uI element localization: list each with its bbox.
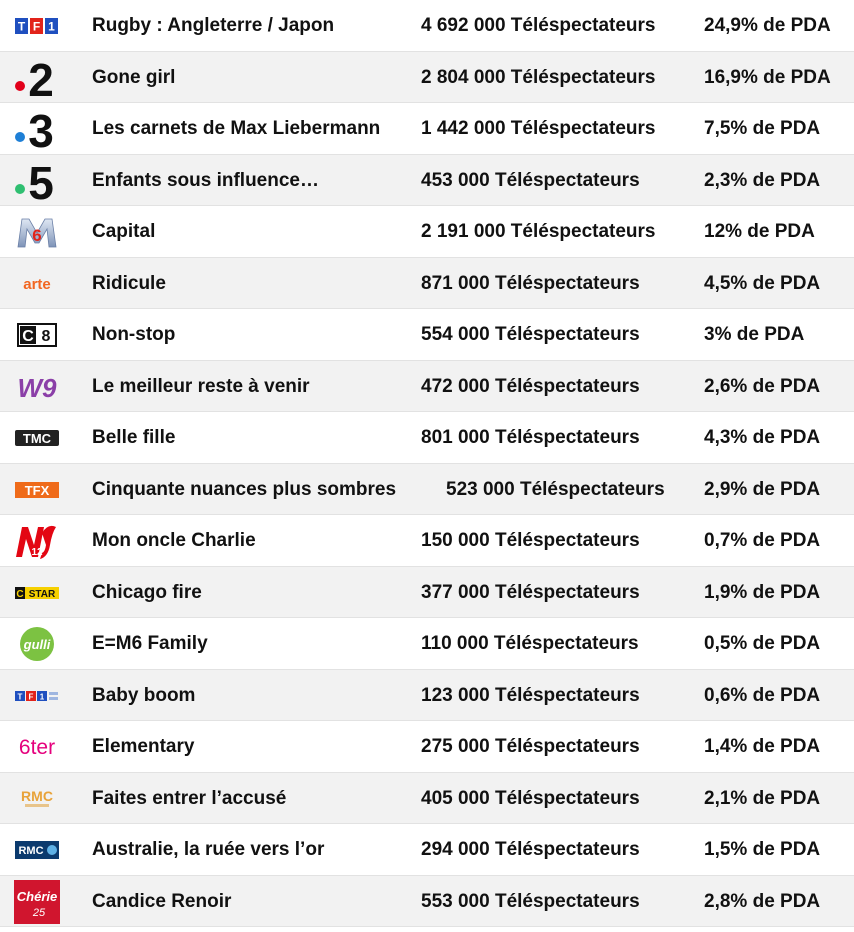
svg-text:25: 25 [32, 906, 46, 919]
program-title: Mon oncle Charlie [92, 530, 256, 551]
table-row [0, 670, 854, 722]
svg-text:STAR: STAR [28, 588, 56, 600]
audience-share: 1,9% de PDA [704, 581, 821, 603]
w9-logo-icon [10, 367, 64, 407]
audience-share: 7,5% de PDA [704, 118, 821, 139]
svg-text:1: 1 [48, 19, 55, 34]
viewers-count: 801 000 Téléspectateurs [421, 427, 640, 448]
gulli-logo-icon [10, 624, 64, 664]
program-title: Capital [92, 221, 156, 242]
table-row [0, 721, 854, 773]
table-row [0, 515, 854, 567]
viewers-count: 453 000 Téléspectateurs [421, 169, 640, 191]
table-row [0, 773, 854, 825]
program-title: Rugby : Angleterre / Japon [92, 15, 335, 36]
svg-text:TMC: TMC [22, 431, 52, 446]
program-title: Enfants sous influence… [92, 169, 319, 191]
table-row [0, 155, 854, 207]
france2-logo-icon [10, 55, 64, 100]
france3-logo-icon [10, 109, 64, 149]
table-row [0, 361, 854, 413]
audience-share: 2,8% de PDA [704, 890, 821, 912]
svg-text:6ter: 6ter [18, 736, 56, 759]
table-row [0, 258, 854, 310]
program-title: Elementary [92, 736, 195, 757]
viewers-count: 110 000 Téléspectateurs [421, 633, 639, 654]
program-title: Ridicule [92, 272, 166, 294]
svg-text:arte: arte [23, 275, 51, 293]
audience-share: 4,3% de PDA [704, 427, 821, 448]
audience-share: 24,9% de PDA [704, 15, 831, 36]
svg-text:2: 2 [28, 55, 54, 100]
svg-text:6: 6 [32, 226, 42, 245]
viewers-count: 554 000 Téléspectateurs [421, 324, 640, 345]
viewers-count: 1 442 000 Téléspectateurs [421, 118, 656, 139]
svg-text:gulli: gulli [23, 637, 51, 652]
svg-text:12: 12 [31, 547, 43, 558]
table-row [0, 876, 854, 928]
svg-text:C: C [16, 588, 24, 600]
tfx-logo-icon [10, 470, 64, 510]
svg-text:F: F [28, 692, 34, 701]
tf1-series-films-logo-icon [10, 676, 64, 716]
rmc-story-logo-icon [10, 779, 64, 819]
audience-share: 12% de PDA [704, 221, 815, 242]
viewers-count: 150 000 Téléspectateurs [421, 530, 640, 551]
rmc-decouverte-logo-icon [10, 830, 64, 870]
program-title: Baby boom [92, 684, 196, 706]
svg-text:5: 5 [28, 158, 54, 203]
table-row [0, 412, 854, 464]
viewers-count: 553 000 Téléspectateurs [421, 890, 640, 912]
6ter-logo-icon [10, 727, 64, 767]
cstar-logo-icon [10, 573, 64, 613]
program-title: Belle fille [92, 427, 176, 448]
svg-text:T: T [17, 19, 26, 34]
svg-text:1: 1 [39, 692, 45, 701]
svg-text:F: F [32, 19, 41, 34]
program-title: Cinquante nuances plus sombres [92, 478, 397, 500]
program-title: Non-stop [92, 324, 176, 345]
viewers-count: 275 000 Téléspectateurs [421, 736, 640, 757]
audience-share: 0,5% de PDA [704, 633, 821, 654]
tmc-logo-icon [10, 418, 64, 458]
table-row [0, 618, 854, 670]
audience-share: 0,7% de PDA [704, 530, 821, 551]
program-title: E=M6 Family [92, 633, 208, 654]
viewers-count: 523 000 Téléspectateurs [446, 478, 665, 500]
svg-text:W9: W9 [17, 372, 57, 402]
table-row [0, 309, 854, 361]
arte-logo-icon [10, 264, 64, 304]
svg-text:C: C [22, 328, 34, 345]
audience-share: 2,1% de PDA [704, 787, 821, 809]
table-row [0, 52, 854, 104]
france5-logo-icon [10, 158, 64, 203]
table-row [0, 464, 854, 516]
program-title: Chicago fire [92, 581, 202, 603]
program-title: Le meilleur reste à venir [92, 375, 310, 397]
viewers-count: 123 000 Téléspectateurs [421, 684, 640, 706]
audience-share: 16,9% de PDA [704, 66, 831, 88]
viewers-count: 377 000 Téléspectateurs [421, 581, 640, 603]
viewers-count: 2 804 000 Téléspectateurs [421, 66, 656, 88]
program-title: Gone girl [92, 66, 176, 88]
svg-text:Chérie: Chérie [16, 888, 58, 904]
viewers-count: 294 000 Téléspectateurs [421, 839, 640, 860]
svg-text:RMC: RMC [21, 787, 53, 804]
viewers-count: 2 191 000 Téléspectateurs [421, 221, 656, 242]
svg-text:TFX: TFX [24, 482, 50, 498]
table-row [0, 567, 854, 619]
svg-text:3: 3 [28, 107, 54, 151]
table-row [0, 0, 854, 52]
audience-share: 2,6% de PDA [704, 375, 821, 397]
program-title: Faites entrer l’accusé [92, 787, 287, 809]
audience-share: 4,5% de PDA [704, 272, 821, 294]
c8-logo-icon [10, 315, 64, 355]
m6-logo-icon [10, 212, 64, 252]
viewers-count: 472 000 Téléspectateurs [421, 375, 640, 397]
viewers-count: 405 000 Téléspectateurs [421, 787, 640, 809]
audience-share: 2,9% de PDA [704, 478, 821, 500]
audience-share: 1,4% de PDA [704, 736, 821, 757]
table-row [0, 206, 854, 258]
audience-share: 1,5% de PDA [704, 839, 821, 860]
nrj12-logo-icon [10, 521, 64, 561]
program-title: Les carnets de Max Liebermann [92, 118, 381, 139]
audience-share: 2,3% de PDA [704, 169, 821, 191]
table-row [0, 103, 854, 155]
viewers-count: 4 692 000 Téléspectateurs [421, 15, 656, 36]
svg-text:8: 8 [41, 328, 51, 345]
svg-text:RMC: RMC [18, 845, 44, 857]
audience-share: 0,6% de PDA [704, 684, 821, 706]
program-title: Candice Renoir [92, 890, 232, 912]
svg-text:T: T [17, 692, 23, 701]
tf1-logo-icon [10, 6, 64, 46]
audience-share: 3% de PDA [704, 324, 805, 345]
cherie25-logo-icon [10, 882, 64, 922]
program-title: Australie, la ruée vers l’or [92, 839, 325, 860]
viewers-count: 871 000 Téléspectateurs [421, 272, 640, 294]
table-row [0, 824, 854, 876]
